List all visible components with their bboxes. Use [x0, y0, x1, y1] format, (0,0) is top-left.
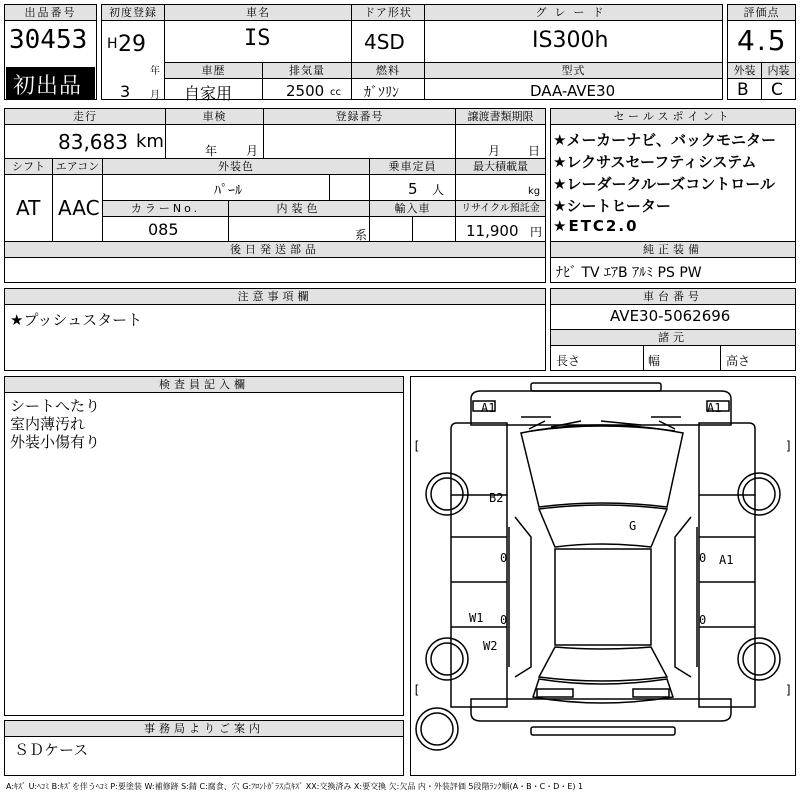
transfer-header: 譲渡書類期限 — [456, 109, 545, 124]
model-header: 型式 — [425, 63, 722, 78]
notes-value: ★プッシュスタート — [10, 311, 143, 329]
office-header: 事務局よりご案内 — [5, 721, 403, 736]
inspector-header: 検査員記入欄 — [5, 377, 403, 392]
first-reg-header: 初度登録 — [102, 5, 164, 20]
aircon-value: AAC — [58, 196, 100, 220]
right-door-front-mark: 0 — [699, 551, 707, 565]
office-value: ＳＤケース — [14, 741, 89, 759]
exterior-score: B — [737, 80, 749, 100]
car-name-value: IS — [244, 26, 271, 51]
chassis-value: AVE30-5062696 — [610, 307, 731, 325]
legend-text: A:ｷｽﾞ U:ﾍｺﾐ B:ｷｽﾞを伴うﾍｺﾐ P:要塗装 W:補修跡 S:錆 C:腐食、穴 G:ﾌﾛﾝﾄｶﾞﾗｽ点ｷｽﾞ XX:交換済み X:要交換 欠:欠品 内・外装評価 5段階ﾗﾝｸ順(A・B・C・D・E) 1 — [6, 782, 584, 791]
inspector-line-3: 外装小傷有り — [10, 433, 101, 451]
selling-point-5: ★ETC2.0 — [553, 217, 639, 235]
selling-point-4: ★シートヒーター — [553, 197, 671, 215]
mileage-unit: km — [136, 131, 164, 152]
selling-points-header: セールスポイント — [551, 109, 795, 124]
first-reg-era: H — [107, 36, 118, 52]
ext-color-value: ﾊﾟｰﾙ — [214, 183, 242, 199]
car-name-header: 車名 — [165, 5, 351, 20]
color-no-header: カラーNo. — [103, 201, 228, 216]
bracket-left-bottom: [ — [413, 683, 421, 697]
inspection-month-unit: 月 — [246, 144, 259, 158]
interior-header: 内装 — [762, 63, 795, 78]
left-door-rear-mark: 0 — [500, 613, 508, 627]
max-load-header: 最大積載量 — [456, 159, 545, 174]
int-color-header: 内装色 — [229, 201, 369, 216]
inspection-header: 車検 — [166, 109, 263, 124]
spec-height-label: 高さ — [726, 354, 751, 368]
fuel-value: ｶﾞｿﾘﾝ — [364, 85, 399, 101]
detail-table — [4, 108, 546, 242]
left-rear-wheel-mark: W1 — [469, 611, 484, 625]
grade-value: IS300h — [532, 28, 609, 53]
capacity-value: 5 — [408, 180, 418, 198]
equipment-header: 純正装備 — [551, 242, 795, 257]
displacement-value: 2500 — [286, 82, 325, 100]
right-door-rear-mark: 0 — [699, 613, 707, 627]
door-header: ドア形状 — [352, 5, 424, 20]
fuel-header: 燃料 — [352, 63, 424, 78]
shift-header: シフト — [5, 159, 52, 174]
first-reg-month: 3 — [120, 82, 131, 101]
first-reg-month-unit: 月 — [150, 90, 160, 101]
selling-point-3: ★レーダークルーズコントロール — [553, 175, 775, 193]
equipment-value: ﾅﾋﾞ TV ｴｱB ｱﾙﾐ PS PW — [556, 265, 702, 281]
bracket-left-top: [ — [413, 439, 421, 453]
selling-point-2: ★レクサスセーフティシステム — [553, 153, 757, 171]
capacity-header: 乗車定員 — [370, 159, 455, 174]
recycle-header: リサイクル預託金 — [456, 201, 545, 216]
import-header: 輸入車 — [370, 201, 455, 216]
chassis-header: 車台番号 — [551, 289, 795, 304]
front-right-mark: A1 — [707, 401, 722, 415]
recycle-value: 11,900 — [466, 222, 519, 240]
grade-header: グレード — [425, 5, 722, 20]
right-side-mark: A1 — [719, 553, 734, 567]
left-side-mark: B2 — [489, 491, 504, 505]
first-listing-text: 初出品 — [13, 74, 83, 99]
mileage-header: 走行 — [5, 109, 165, 124]
recycle-unit: 円 — [530, 225, 543, 239]
ext-color-header: 外装色 — [103, 159, 369, 174]
interior-score: C — [771, 80, 783, 100]
selling-point-1: ★メーカーナビ、バックモニター — [553, 131, 776, 149]
door-value: 4SD — [364, 30, 405, 54]
inspector-line-2: 室内薄汚れ — [10, 415, 86, 433]
max-load-unit: kg — [528, 186, 541, 197]
bracket-right-top: ] — [785, 439, 793, 453]
mileage-value: 83,683 — [58, 130, 128, 154]
lot-header: 出品番号 — [5, 5, 96, 21]
first-reg-year: 29 — [118, 32, 146, 57]
transfer-month-unit: 月 — [488, 144, 501, 158]
model-value: DAA-AVE30 — [530, 82, 616, 100]
displacement-unit: cc — [330, 87, 341, 98]
capacity-unit: 人 — [432, 183, 445, 197]
spec-width-label: 幅 — [648, 354, 661, 368]
displacement-header: 排気量 — [263, 63, 351, 78]
exterior-header: 外装 — [728, 63, 761, 78]
later-parts-header: 後日発送部品 — [5, 242, 545, 257]
transfer-day-unit: 日 — [528, 144, 541, 158]
lot-number: 30453 — [9, 25, 88, 55]
car-outline-diagram — [411, 377, 795, 775]
score-header: 評価点 — [728, 5, 795, 20]
shift-value: AT — [16, 196, 41, 220]
history-header: 車歴 — [165, 63, 262, 78]
inspector-line-1: シートへたり — [10, 397, 101, 415]
roof-mark: G — [629, 519, 637, 533]
score-value: 4.5 — [737, 24, 788, 57]
aircon-header: エアコン — [53, 159, 102, 174]
color-no-value: 085 — [148, 220, 179, 239]
first-reg-year-unit: 年 — [150, 66, 160, 77]
front-left-mark: A1 — [481, 401, 496, 415]
bracket-right-bottom: ] — [785, 683, 793, 697]
left-rear-quarter-mark: W2 — [483, 639, 498, 653]
int-color-unit: 系 — [355, 228, 368, 242]
lot-block — [4, 4, 97, 100]
reg-no-header: 登録番号 — [264, 109, 455, 124]
notes-header: 注意事項欄 — [5, 289, 545, 304]
history-value: 自家用 — [184, 84, 233, 103]
inspection-year-unit: 年 — [205, 144, 218, 158]
left-door-front-mark: 0 — [500, 551, 508, 565]
specs-header: 諸元 — [551, 330, 795, 345]
damage-diagram — [410, 376, 796, 776]
spec-length-label: 長さ — [556, 354, 581, 368]
